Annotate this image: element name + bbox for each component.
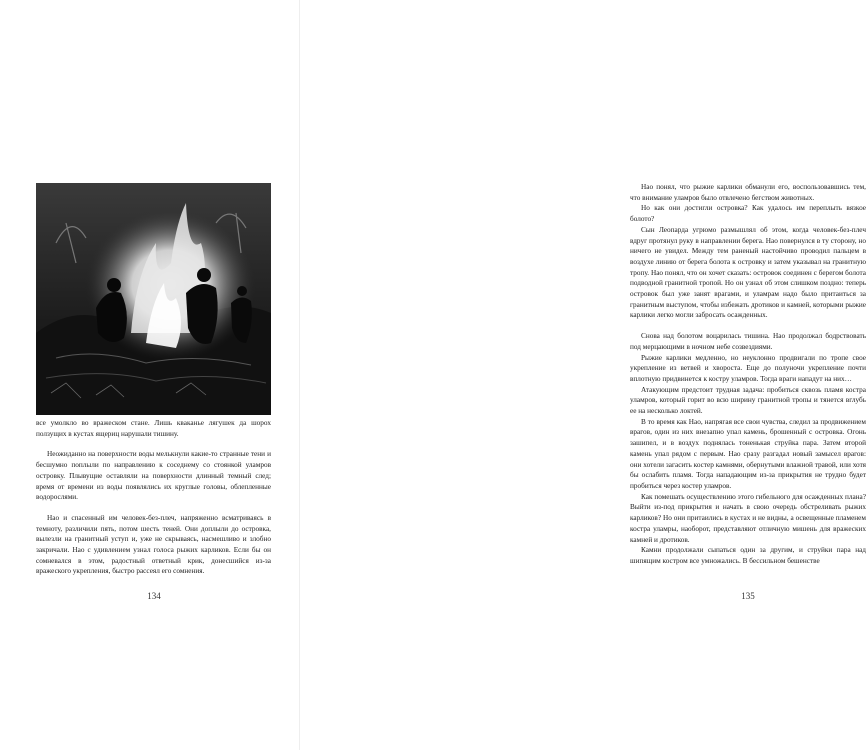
- paragraph: Сын Леопарда угрюмо размышлял об этом, когда человек-без-плеч вдруг протянул руку в направлении берега. Нао повернулся в ту сторону, но ничего не увидел. Между тем раненый настойчиво проводил пальцем в воздухе линию от берега болота к островку и затем указывал на гранитную тропу. Нао понял, что он хочет сказать: островок соединен с берегом болота подводной гранитной тропой. Но он узнал об этом слишком поздно: теперь островок был уже занят врагами, и уламрам надо было притаиться за гранитным выступом, чтобы избежать дротиков и камней, которыми рыжие карлики легко могли забросать осажденных.: [630, 225, 866, 320]
- paragraph: Неожиданно на поверхности воды мелькнули какие-то странные тени и бесшумно поплыли по направлению к соседнему со стоянкой уламров островку. Плывущие оставляли на поверхности длинный темный след; время от времени из воды появлялись их круглые головы, облепленные водорослями.: [36, 450, 271, 502]
- paragraph: Нао понял, что рыжие карлики обманули его, воспользовавшись тем, что внимание уламров было отвлечено бегством животных.: [630, 183, 866, 202]
- right-page: [300, 0, 866, 750]
- paragraph: Как помешать осуществлению этого гибельного для осажденных плана? Выйти из-под прикрытия и начать в свою очередь обстреливать рыжих карликов? Но они притаились в кустах и не видны, а освещенные пламенем костра уламры, наоборот, представляют отличную мишень для вражеских камней и дротиков.: [630, 492, 866, 544]
- left-page-text: [36, 418, 271, 577]
- paragraph: все умолкло во вражеском стане. Лишь кваканье лягушек да шорох ползущих в кустах ящериц нарушали тишину.: [36, 419, 271, 438]
- right-page-text: [630, 182, 866, 567]
- paragraph: Рыжие карлики медленно, но неуклонно продвигали по тропе свое укрепление из ветвей и хвороста. Еще до полуночи укрепление почти вплотную придвинется к костру уламров. Тогда враги нападут на них…: [630, 353, 866, 383]
- page-number: 134: [147, 591, 161, 601]
- paragraph: Атакующим предстоит трудная задача: пробиться сквозь пламя костра уламров, который горит во всю ширину гранитной тропы и тянется вглубь ее на несколько локтей.: [630, 385, 866, 416]
- engraving-icon: [36, 183, 271, 415]
- left-page: [0, 0, 300, 750]
- engraving-illustration: [36, 183, 271, 415]
- page-number: 135: [741, 591, 755, 601]
- paragraph: Но как они достигли островка? Как удалось им переплыть вязкое болото?: [630, 204, 866, 224]
- paragraph: Снова над болотом воцарилась тишина. Нао продолжал бодрствовать под мерцающими в ночном небе созвездиями.: [630, 332, 866, 351]
- paragraph: Камни продолжали сыпаться один за другим, и струйки пара над шипящим костром все умножались. В бессильном бешенстве: [630, 546, 866, 565]
- paragraph: Нао и спасенный им человек-без-плеч, напряженно всматриваясь в темноту, различили пять, потом шесть теней. Они доплыли до островка, вылезли на гранитный уступ и, уже не скрываясь, насмешливо и злобно закричали. Нао с удивлением узнал голоса рыжих карликов. Если бы он сомневался в этом, радостный ответный крик, донесшийся из-за вражеского укрепления, быстро рассеял его сомнения.: [36, 513, 271, 576]
- paragraph: В то время как Нао, напрягая все свои чувства, следил за продвижением врагов, один из них внезапно упал камень, брошенный с островка. Огонь зашипел, и в воздух поднялась тоненькая струйка пара. Затем второй камень упал рядом с первым. Нао сразу разгадал новый замысел врагов: они хотели загасить костер камнями, обернутыми влажной травой, или хотя бы ослабить пламя. Тогда нападающим из-за прикрытия не трудно будет пробиться через костер уламров.: [630, 417, 866, 490]
